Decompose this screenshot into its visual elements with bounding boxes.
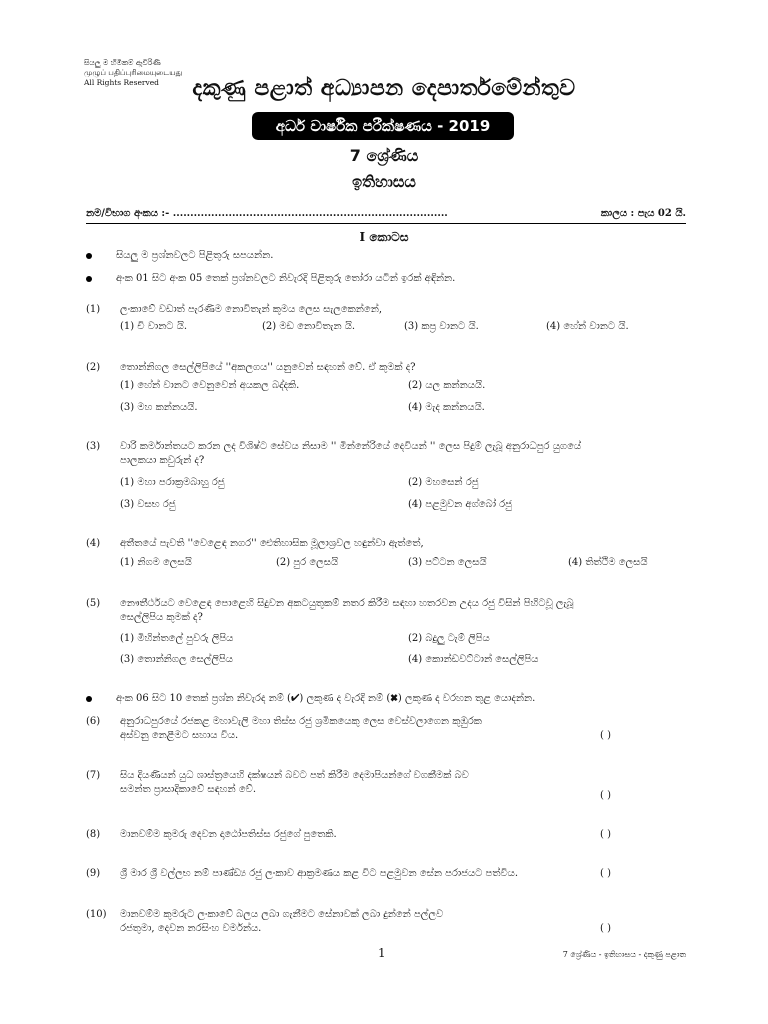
question-text: නෞතීර්ථයට වෙළෙඳ පොළෙහි සිදුවන අකටයුතුකම් නතර කිරීම සඳහා හතරවන උදය රජු විසින් පිහිටවූ ලැබූ bbox=[120, 598, 574, 609]
option-1[interactable]: (1) මිහින්තලේ පුවරු ලිපිය bbox=[120, 633, 234, 644]
question-number: (2) bbox=[86, 362, 101, 373]
grade-label: 7 ශ්‍රේණිය bbox=[349, 146, 419, 165]
option-1[interactable]: (1) නිගම ලෙසයි bbox=[120, 557, 192, 568]
question-text-cont: අස්වනු නෙළීමට සහාය විය. bbox=[120, 730, 239, 741]
instruction-1: සියලු ම ප්‍රශ්නවලට පිළිතුරු සපයන්න. bbox=[86, 250, 273, 261]
instruction-2: අංක 01 සිට අංක 05 තෙක් ප්‍රශ්නවලට නිවැරදි පිළිතුරු තෝරා යටින් ඉරක් අඳින්න. bbox=[86, 273, 455, 284]
question-number: (6) bbox=[86, 716, 101, 727]
question-7 bbox=[86, 770, 686, 802]
answer-blank[interactable]: ( ) bbox=[600, 829, 611, 840]
question-2 bbox=[86, 362, 686, 416]
question-9 bbox=[86, 868, 686, 886]
question-text: සිය දියණියන් යුධ ශාස්ත්‍රයෙහි දක්ෂයන් බවට පත් කිරීම දෙමාපියන්ගේ වගකීමක් බව bbox=[120, 770, 469, 781]
answer-blank[interactable]: ( ) bbox=[600, 868, 611, 879]
subject-label: ඉතිහාසය bbox=[352, 172, 416, 191]
option-3[interactable]: (3) තොන්නිගල සෙල්ලිපිය bbox=[120, 654, 233, 665]
footer-label: 7 ශ්‍රේණිය - ඉතිහාසය - දකුණු පළාත bbox=[562, 950, 686, 959]
option-3[interactable]: (3) පට්ටන ලෙසයි bbox=[408, 557, 487, 568]
rights-tamil: முழுப் பதிப்புரிமையுடையது bbox=[84, 68, 183, 77]
bullet-icon bbox=[86, 253, 92, 259]
header-divider bbox=[86, 223, 686, 224]
question-number: (9) bbox=[86, 868, 101, 879]
name-field: නම/විභාග අංකය :- ............................................................................... bbox=[86, 208, 448, 219]
question-number: (3) bbox=[86, 441, 101, 452]
question-text: මානවම්ම කුමරු දෙවන දාඨෝපතිස්ස රජුගේ පුතෙකි. bbox=[120, 829, 337, 840]
question-1 bbox=[86, 304, 686, 340]
question-number: (5) bbox=[86, 598, 101, 609]
question-number: (8) bbox=[86, 829, 101, 840]
bullet-icon bbox=[86, 696, 92, 702]
option-3[interactable]: (3) වසභ රජු bbox=[120, 499, 176, 510]
option-4[interactable]: (4) පළමුවන අග්බෝ රජු bbox=[408, 499, 512, 510]
question-number: (10) bbox=[86, 909, 107, 920]
question-text: මානවම්ම කුමරුට ලංකාවේ බලය ලබා ගැනීමට සේනාවක් ලබා දුන්නේ පල්ලව bbox=[120, 909, 444, 920]
question-number: (4) bbox=[86, 538, 101, 549]
question-text: තොන්නිගල සෙල්ලිපියේ ''අකලගය'' යනුවෙන් සඳහන් වේ. ඒ කුමක් ද? bbox=[120, 362, 416, 373]
time-allowed: කාලය : පැය 02 යි. bbox=[600, 208, 686, 219]
question-text: ශ්‍රී මාර ශ්‍රී වල්ලභ නම් පාණ්ඩ්‍ය රජු ලංකාව ආක්‍රමණය කළ විට පළමුවන සේන පරාජයට පත්විය. bbox=[120, 868, 519, 879]
question-text-cont: පාලකයා කවුරුන් ද? bbox=[120, 455, 205, 466]
question-6 bbox=[86, 716, 686, 748]
question-text-cont: රජතුමා, දෙවන නරසිංහ වර්මන්ය. bbox=[120, 923, 262, 934]
option-3[interactable]: (3) කප්‍ර වානට යි. bbox=[404, 321, 479, 332]
option-4[interactable]: (4) මැද කන්නයයි. bbox=[408, 402, 485, 413]
option-4[interactable]: (4) හේන් වානට යි. bbox=[546, 321, 629, 332]
question-text: ලංකාවේ වඩාත් පැරණිම නොවිතැන් කුමය ලෙස සැලකෙන්නේ, bbox=[120, 304, 383, 315]
rights-english: All Rights Reserved bbox=[84, 78, 159, 87]
option-2[interactable]: (2) මඩ නොවිතැන යි. bbox=[262, 321, 356, 332]
question-text: වාරි කර්මාන්තයට කරන ලද විශිෂ්ට සේවය නිසාම '' මින්නේරියේ දෙවියන් '' ලෙස පිදුම් ලැබූ අනුරාධපුර යුගයේ bbox=[120, 441, 582, 452]
option-1[interactable]: (1) හේන් වානට වෙනුවෙන් අයකල බද්දකි. bbox=[120, 380, 300, 391]
answer-blank[interactable]: ( ) bbox=[600, 790, 611, 801]
question-3 bbox=[86, 441, 686, 513]
option-3[interactable]: (3) මහ කන්නයයි. bbox=[120, 402, 198, 413]
question-number: (7) bbox=[86, 770, 101, 781]
question-5 bbox=[86, 598, 686, 670]
instruction-3: අංක 06 සිට 10 තෙක් ප්‍රශ්න නිවැරද නම් (✔) ලකුණ ද වැරදි නම් (✖) ලකුණ ද වරහන තුළ යොදන්න. bbox=[86, 693, 535, 704]
option-2[interactable]: (2) පුර ලෙසයි bbox=[276, 557, 339, 568]
bullet-icon bbox=[86, 276, 92, 282]
question-text: අනුරාධපුරයේ රජකළ මහාවැලි මහා තිස්ස රජු ශ්‍රමිකයෙකු ලෙස වෙස්වලාගෙන කුඹුරක bbox=[120, 716, 482, 727]
page-number: 1 bbox=[378, 946, 386, 960]
question-number: (1) bbox=[86, 304, 101, 315]
option-1[interactable]: (1) චි වානට යි. bbox=[120, 321, 188, 332]
option-4[interactable]: (4) කොන්ඩවට්ටාන් සෙල්ලිපිය bbox=[408, 654, 539, 665]
question-10 bbox=[86, 909, 686, 941]
question-text-cont: සමන්ත ප්‍රාසාදිකාවේ සඳහන් වේ. bbox=[120, 784, 257, 795]
answer-blank[interactable]: ( ) bbox=[600, 923, 611, 934]
question-8 bbox=[86, 829, 686, 847]
department-title: දකුණු පළාත් අධ්‍යාපන දෙපාර්තමේන්තුව bbox=[192, 76, 576, 101]
part-title: I කොටස bbox=[359, 230, 409, 244]
rights-sinhala: සියලු ම හිමිකම් ඇවිරිණි bbox=[84, 58, 161, 67]
answer-blank[interactable]: ( ) bbox=[600, 730, 611, 741]
option-4[interactable]: (4) තිත්ථිම ලෙසයි bbox=[568, 557, 648, 568]
question-text-cont: සෙල්ලිපිය කුමක් ද? bbox=[120, 612, 203, 623]
option-1[interactable]: (1) මහා පරාක්‍රමබාහු රජු bbox=[120, 477, 225, 488]
question-4 bbox=[86, 538, 686, 574]
option-2[interactable]: (2) මහසෙන් රජු bbox=[408, 477, 479, 488]
option-2[interactable]: (2) බදුලු ටැම් ලිපිය bbox=[408, 633, 490, 644]
exam-banner: අර්ධ වාර්ෂික පරීක්ෂණය - 2019 bbox=[252, 112, 514, 140]
question-text: අතීතයේ පැවති ''වෙළෙඳ නගර'' ඓතිහාසික මූලාශ්‍රවල හඳුන්වා ඇත්තේ, bbox=[120, 538, 424, 549]
option-2[interactable]: (2) යල කන්නයයි. bbox=[408, 380, 486, 391]
